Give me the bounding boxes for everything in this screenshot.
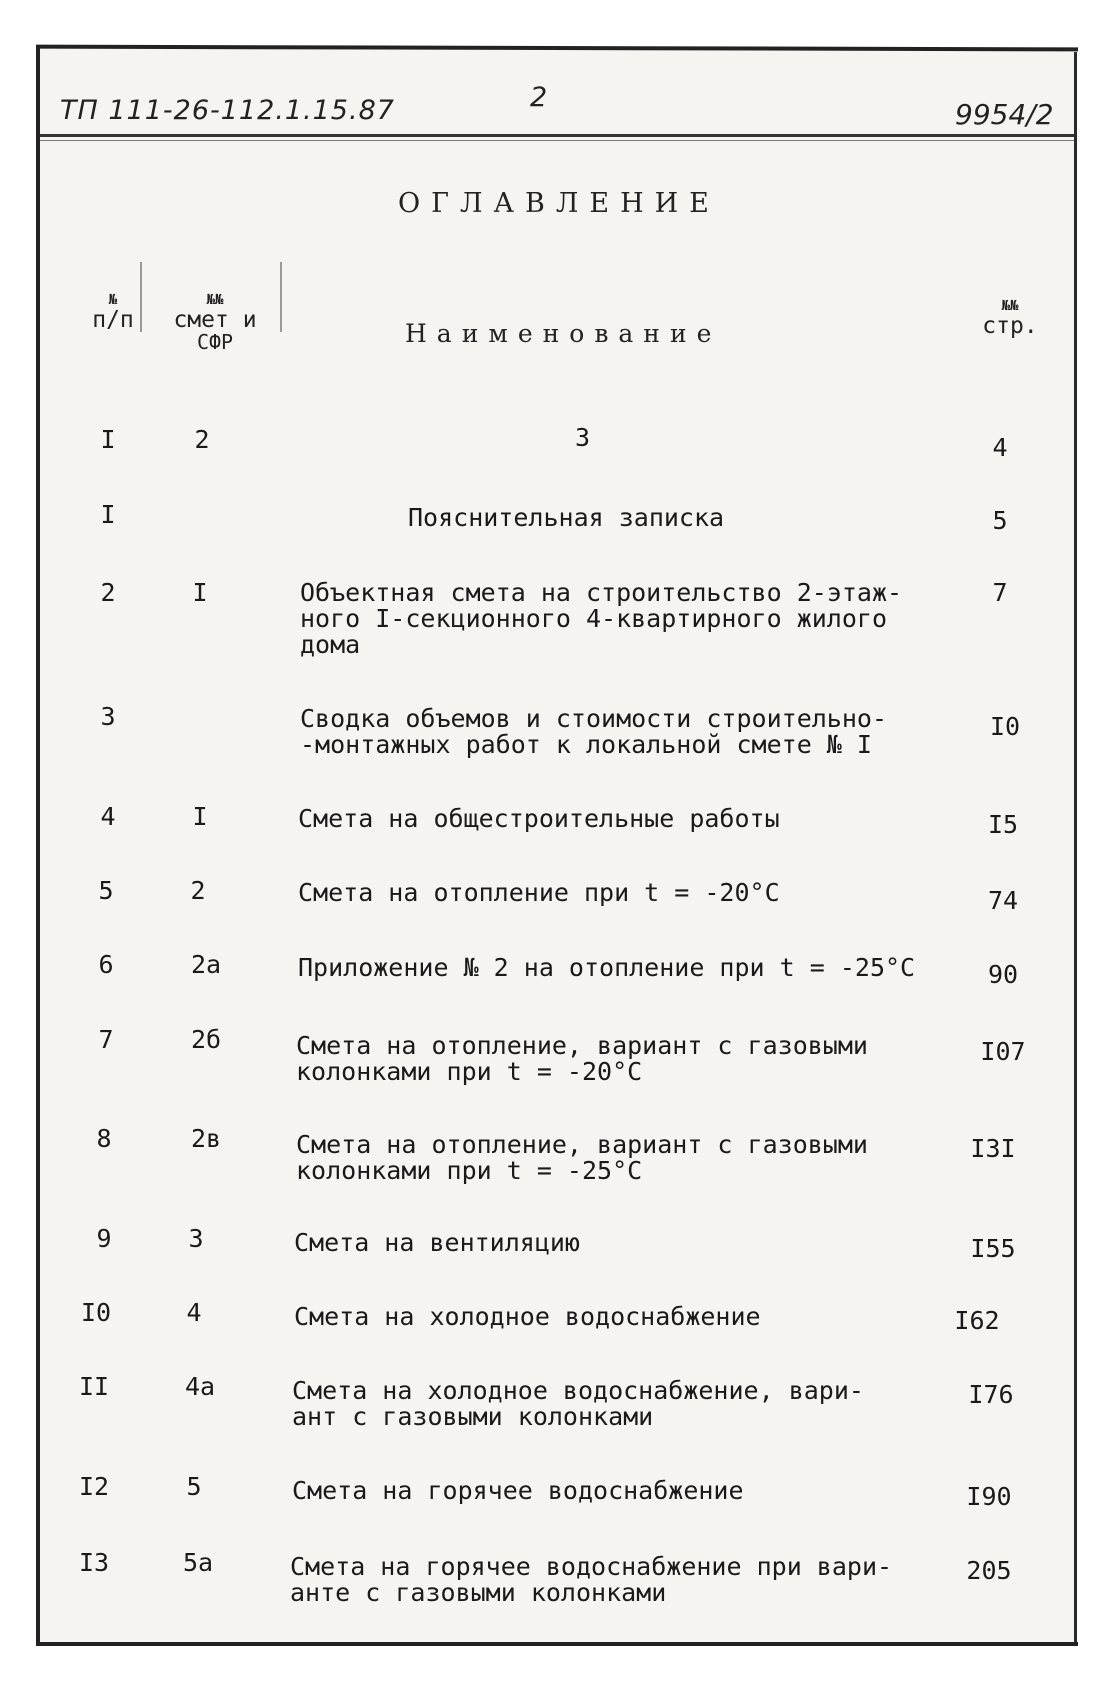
page-number: 2	[530, 82, 548, 113]
row-num: II	[78, 1372, 110, 1401]
row-estimate: 4	[186, 1298, 202, 1327]
row-page: I62	[954, 1306, 1000, 1335]
col-header-estimate-label-2: СФР	[196, 330, 234, 354]
row-name: Объектная смета на строительство 2-этаж- ного I-секционного 4-квартирного жилого дома	[300, 578, 903, 659]
col-header-estimate-label-1: смет и	[173, 307, 257, 333]
row-name: Смета на холодное водоснабжение	[294, 1302, 761, 1331]
row-page: I3I	[970, 1134, 1016, 1163]
frame-border-left	[36, 46, 40, 1646]
row-name: Смета на горячее водоснабжение	[292, 1476, 744, 1505]
column-number: 2	[194, 425, 210, 454]
row-num: 5	[98, 876, 114, 905]
row-num: 2	[100, 578, 116, 607]
row-estimate: I	[192, 802, 208, 831]
col-header-num	[78, 292, 148, 332]
column-number: 3	[575, 423, 591, 452]
col-header-page	[975, 298, 1045, 338]
row-estimate: 3	[188, 1224, 204, 1253]
row-num: 4	[100, 802, 116, 831]
row-num: 8	[96, 1124, 112, 1153]
row-page: 205	[966, 1556, 1012, 1585]
row-num: 3	[100, 702, 116, 731]
col-header-name: Наименование	[405, 319, 722, 348]
row-estimate: 2	[190, 876, 206, 905]
column-number: 4	[992, 433, 1008, 462]
document-number: 9954/2	[955, 98, 1054, 131]
row-name: Приложение № 2 на отопление при t = -25°C	[298, 953, 916, 982]
frame-border-bottom	[38, 1642, 1078, 1646]
row-page: I55	[970, 1234, 1016, 1263]
frame-border-right	[1074, 52, 1077, 1644]
row-page: 74	[987, 886, 1019, 915]
row-name: Смета на отопление, вариант с газовыми колонками при t = -25°C	[296, 1130, 868, 1185]
col-header-num-label: п/п	[92, 307, 134, 333]
row-page: I5	[987, 810, 1019, 839]
row-page: 7	[992, 578, 1008, 607]
row-num: I	[100, 500, 116, 529]
row-num: I0	[80, 1298, 112, 1327]
row-name: Смета на отопление при t = -20°C	[298, 878, 780, 907]
row-estimate: I	[192, 578, 208, 607]
row-name: Смета на холодное водоснабжение, вари- ант с газовыми колонками	[292, 1376, 864, 1431]
col-separator	[140, 262, 142, 332]
row-estimate: 2в	[190, 1124, 222, 1153]
page-title: ОГЛАВЛЕНИЕ	[398, 188, 720, 219]
row-estimate: 5	[186, 1472, 202, 1501]
row-name: Смета на общестроительные работы	[298, 804, 780, 833]
row-estimate: 4а	[184, 1372, 216, 1401]
row-page: I90	[966, 1482, 1012, 1511]
row-page: I0	[989, 712, 1021, 741]
row-name: Сводка объемов и стоимости строительно- -монтажных работ к локальной смете № I	[300, 704, 887, 759]
header-divider	[40, 134, 1074, 137]
header-divider-thin	[40, 140, 1074, 141]
row-num: 7	[98, 1025, 114, 1054]
row-name: Пояснительная записка	[408, 503, 725, 532]
col-separator	[280, 262, 282, 332]
row-estimate: 5а	[182, 1548, 214, 1577]
col-header-page-label: стр.	[982, 313, 1038, 339]
row-page: I07	[980, 1037, 1026, 1066]
row-page: I76	[968, 1380, 1014, 1409]
row-num: 9	[96, 1224, 112, 1253]
row-estimate: 2б	[190, 1025, 222, 1054]
document-code: ТП 111-26-112.1.15.87	[60, 95, 395, 126]
column-number: I	[100, 425, 116, 454]
row-estimate: 2а	[190, 950, 222, 979]
row-num: I2	[78, 1472, 110, 1501]
row-name: Смета на вентиляцию	[294, 1228, 580, 1257]
row-name: Смета на отопление, вариант с газовыми колонками при t = -20°C	[296, 1031, 868, 1086]
row-num: 6	[98, 950, 114, 979]
col-header-estimate	[160, 292, 270, 352]
row-page: 90	[987, 960, 1019, 989]
row-page: 5	[992, 506, 1008, 535]
col-header-estimate-mark: №№	[206, 292, 224, 308]
row-name: Смета на горячее водоснабжение при вари- анте с газовыми колонками	[290, 1552, 893, 1607]
row-num: I3	[78, 1548, 110, 1577]
col-header-page-mark: №№	[1001, 298, 1019, 314]
col-header-num-mark: №	[108, 292, 118, 308]
